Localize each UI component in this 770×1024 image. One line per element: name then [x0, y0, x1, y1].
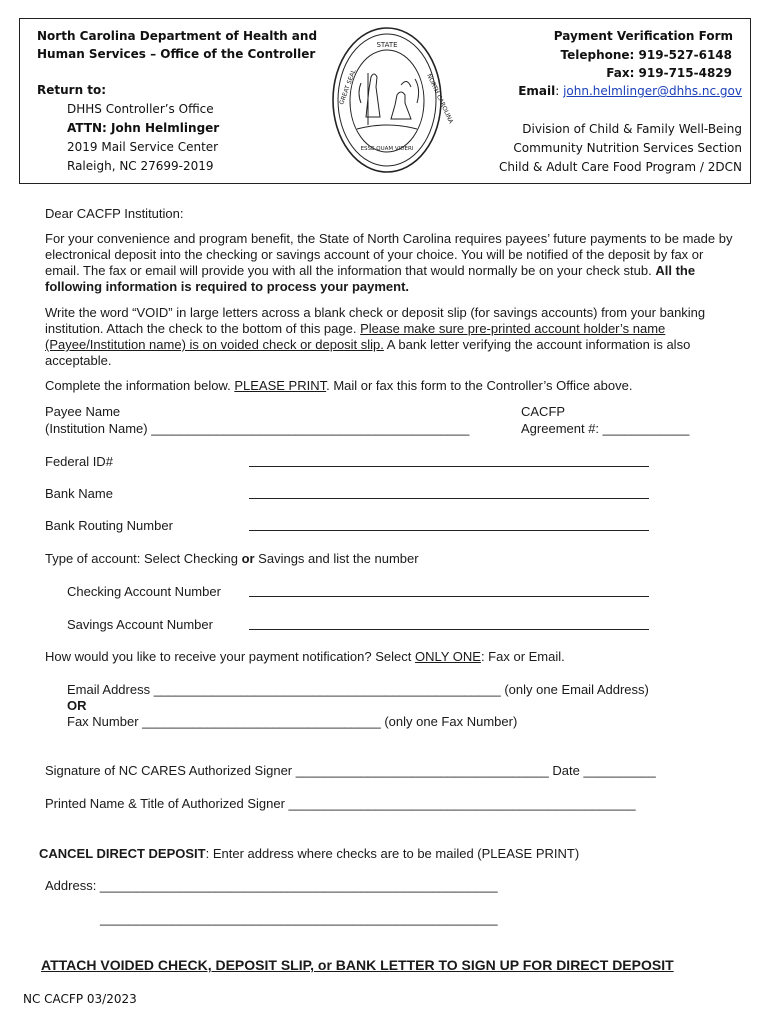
return-address: DHHS Controller’s Office ATTN: John Helmlinger 2019 Mail Service Center Raleigh, NC 27699-2019 [67, 102, 220, 173]
fax-number-field[interactable]: Fax Number _________________________________ (only one Fax Number) [67, 714, 518, 729]
email-address-field[interactable]: Email Address ________________________________________________ (only one Email Address) [67, 682, 649, 697]
state-seal [331, 25, 455, 175]
agency-name: North Carolina Department of Health and Human Services – Office of the Controller [37, 29, 318, 61]
cancel-direct-deposit: CANCEL DIRECT DEPOSIT: Enter address where checks are to be mailed (PLEASE PRINT) [39, 846, 580, 861]
void-check-paragraph: Write the word “VOID” in large letters across a blank check or deposit slip (for savings accounts) from your banking institution. Attach the check to the bottom of this page. Please make sure pre-printed account holder’s name (Payee/Institution name) is on voided check or deposit slip. A bank letter verifying the account information is also acceptable. [45, 305, 706, 368]
email-link[interactable]: john.helmlinger@dhhs.nc.gov [563, 84, 742, 98]
federal-id-field[interactable] [249, 466, 649, 467]
payee-name-label: Payee Name [45, 404, 121, 419]
cacfp-label: CACFP [521, 404, 566, 419]
savings-account-field[interactable] [249, 629, 649, 630]
federal-id-label: Federal ID# [45, 454, 113, 469]
routing-number-label: Bank Routing Number [45, 518, 173, 533]
notification-question: How would you like to receive your payment notification? Select ONLY ONE: Fax or Email. [45, 649, 565, 664]
address-field-line2[interactable]: _______________________________________________________ [100, 911, 498, 926]
bank-name-label: Bank Name [45, 486, 113, 501]
telephone: Telephone: 919-527-6148 [560, 48, 732, 62]
svg-text:GREAT SEAL: GREAT SEAL [338, 68, 358, 106]
signature-field[interactable]: Signature of NC CARES Authorized Signer ___________________________________ Date __________ [45, 763, 656, 778]
svg-text:ESSE QUAM VIDERI: ESSE QUAM VIDERI [360, 146, 414, 152]
or-label: OR [67, 698, 87, 713]
return-to-label: Return to: [37, 83, 107, 97]
svg-text:STATE: STATE [376, 41, 398, 49]
form-id: NC CACFP 03/2023 [23, 992, 137, 1006]
division-info: Division of Child & Family Well-Being Community Nutrition Services Section Child & Adult Care Food Program / 2DCN [498, 122, 742, 174]
bank-name-field[interactable] [249, 498, 649, 499]
svg-text:NORTH CAROLINA: NORTH CAROLINA [425, 72, 455, 125]
form-title: Payment Verification Form [553, 29, 733, 43]
address-field[interactable]: Address: _______________________________________________________ [45, 878, 498, 893]
checking-account-field[interactable] [249, 596, 649, 597]
payee-name-field[interactable]: (Institution Name) ____________________________________________ [45, 421, 470, 436]
account-type-instructions: Type of account: Select Checking or Savings and list the number [45, 551, 419, 566]
fax: Fax: 919-715-4829 [606, 66, 732, 80]
attach-notice: ATTACH VOIDED CHECK, DEPOSIT SLIP, or BANK LETTER TO SIGN UP FOR DIRECT DEPOSIT [41, 957, 674, 973]
savings-account-label: Savings Account Number [67, 617, 213, 632]
routing-number-field[interactable] [249, 530, 649, 531]
printed-name-field[interactable]: Printed Name & Title of Authorized Signer ________________________________________________ [45, 796, 636, 811]
agreement-number-field[interactable]: Agreement #: ____________ [521, 421, 690, 436]
checking-account-label: Checking Account Number [67, 584, 221, 599]
intro-paragraph: For your convenience and program benefit, the State of North Carolina requires payees’ future payments to be made by electronical deposit into the checking or savings account of your choice. You will be notified of the deposit by fax or email. The fax or email will provide you with all the information that would normally be on your check stub. All the following information is required to process your payment. [45, 231, 733, 294]
greeting: Dear CACFP Institution: [45, 206, 184, 221]
instructions-line: Complete the information below. PLEASE PRINT. Mail or fax this form to the Controller’s Office above. [45, 378, 633, 393]
email-line: Email: john.helmlinger@dhhs.nc.gov [518, 84, 742, 98]
